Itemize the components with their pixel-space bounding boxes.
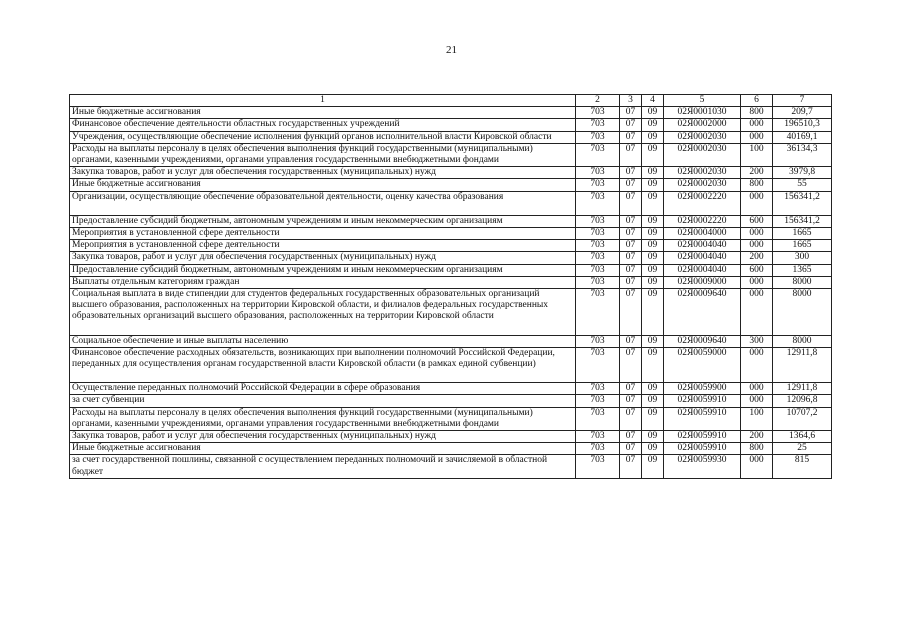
row-name-cell: Социальная выплата в виде стипендии для студентов федеральных государственных образовательных организаций высшего образования, расположенных на территории Кировской области, и филиалов федеральных государственных образовательных организаций высшего образования, расположенных на территории Кировской области [70,289,576,336]
row-name-cell: Финансовое обеспечение деятельности областных государственных учреждений [70,119,576,131]
header-cell: 2 [576,95,620,107]
subsection-cell: 07 [620,252,642,264]
subsection-code-cell: 09 [642,347,664,382]
expense-type-cell: 000 [741,455,773,478]
target-article-cell: 02Я0002030 [664,143,741,166]
subsection-cell: 07 [620,191,642,215]
table-row [70,167,832,179]
header-cell: 6 [741,95,773,107]
amount-cell: 1365 [773,264,832,276]
amount-cell: 1364,6 [773,431,832,443]
row-name-cell: Мероприятия в установленной сфере деятельности [70,240,576,252]
target-article-cell: 02Я0002030 [664,179,741,191]
section-cell: 703 [576,395,620,407]
amount-cell: 1665 [773,240,832,252]
amount-cell: 3979,8 [773,167,832,179]
expense-type-cell: 100 [741,143,773,166]
header-cell: 7 [773,95,832,107]
expense-type-cell: 000 [741,276,773,288]
subsection-cell: 07 [620,335,642,347]
subsection-code-cell: 09 [642,264,664,276]
table-row [70,455,832,478]
subsection-cell: 07 [620,383,642,395]
target-article-cell: 02Я0002000 [664,119,741,131]
section-cell: 703 [576,276,620,288]
target-article-cell: 02Я0009640 [664,289,741,336]
subsection-code-cell: 09 [642,131,664,143]
row-name-cell: Расходы на выплаты персоналу в целях обеспечения выполнения функций государственными (муниципальными) органами, казенными учреждениями, органами управления государственными внебюджетными фондами [70,143,576,166]
section-cell: 703 [576,215,620,227]
expense-type-cell: 000 [741,131,773,143]
table-row [70,443,832,455]
expense-type-cell: 000 [741,347,773,382]
row-name-cell: Предоставление субсидий бюджетным, автономным учреждениям и иным некоммерческим организациям [70,215,576,227]
subsection-code-cell: 09 [642,335,664,347]
amount-cell: 156341,2 [773,191,832,215]
target-article-cell: 02Я0059930 [664,455,741,478]
section-cell: 703 [576,431,620,443]
section-cell: 703 [576,240,620,252]
header-cell: 1 [70,95,576,107]
row-name-cell: Учреждения, осуществляющие обеспечение исполнения функций органов исполнительной власти Кировской области [70,131,576,143]
subsection-cell: 07 [620,407,642,430]
section-cell: 703 [576,347,620,382]
subsection-cell: 07 [620,143,642,166]
amount-cell: 25 [773,443,832,455]
amount-cell: 12911,8 [773,347,832,382]
section-cell: 703 [576,228,620,240]
subsection-cell: 07 [620,119,642,131]
subsection-cell: 07 [620,289,642,336]
section-cell: 703 [576,119,620,131]
row-name-cell: Выплаты отдельным категориям граждан [70,276,576,288]
target-article-cell: 02Я0059900 [664,383,741,395]
header-row [70,95,832,107]
amount-cell: 209,7 [773,107,832,119]
table-row [70,143,832,166]
target-article-cell: 02Я0059910 [664,443,741,455]
subsection-code-cell: 09 [642,143,664,166]
row-name-cell: Предоставление субсидий бюджетным, автономным учреждениям и иным некоммерческим организациям [70,264,576,276]
expense-type-cell: 100 [741,407,773,430]
target-article-cell: 02Я0002220 [664,191,741,215]
amount-cell: 55 [773,179,832,191]
row-name-cell: Иные бюджетные ассигнования [70,107,576,119]
page-number: 21 [446,44,457,56]
section-cell: 703 [576,289,620,336]
target-article-cell: 02Я0004040 [664,264,741,276]
amount-cell: 36134,3 [773,143,832,166]
amount-cell: 815 [773,455,832,478]
row-name-cell: Иные бюджетные ассигнования [70,179,576,191]
expense-type-cell: 800 [741,107,773,119]
target-article-cell: 02Я0002030 [664,131,741,143]
table-row [70,264,832,276]
subsection-code-cell: 09 [642,228,664,240]
subsection-cell: 07 [620,107,642,119]
section-cell: 703 [576,167,620,179]
section-cell: 703 [576,443,620,455]
amount-cell: 8000 [773,335,832,347]
table-row [70,252,832,264]
table-row [70,240,832,252]
amount-cell: 10707,2 [773,407,832,430]
section-cell: 703 [576,191,620,215]
amount-cell: 40169,1 [773,131,832,143]
row-name-cell: Закупка товаров, работ и услуг для обеспечения государственных (муниципальных) нужд [70,252,576,264]
row-name-cell: Социальное обеспечение и иные выплаты населению [70,335,576,347]
amount-cell: 12911,8 [773,383,832,395]
target-article-cell: 02Я0059910 [664,395,741,407]
amount-cell: 8000 [773,276,832,288]
subsection-cell: 07 [620,179,642,191]
subsection-cell: 07 [620,443,642,455]
expense-type-cell: 600 [741,215,773,227]
row-name-cell: Расходы на выплаты персоналу в целях обеспечения выполнения функций государственными (муниципальными) органами, казенными учреждениями, органами управления государственными внебюджетными фондами [70,407,576,430]
amount-cell: 12096,8 [773,395,832,407]
table-row [70,228,832,240]
amount-cell: 1665 [773,228,832,240]
table-row [70,119,832,131]
section-cell: 703 [576,252,620,264]
target-article-cell: 02Я0004040 [664,252,741,264]
table-body [70,107,832,479]
row-name-cell: Закупка товаров, работ и услуг для обеспечения государственных (муниципальных) нужд [70,431,576,443]
expense-type-cell: 200 [741,252,773,264]
table-row [70,191,832,215]
expense-type-cell: 000 [741,191,773,215]
expense-type-cell: 000 [741,228,773,240]
expense-type-cell: 200 [741,167,773,179]
expense-type-cell: 000 [741,395,773,407]
amount-cell: 8000 [773,289,832,336]
expense-type-cell: 800 [741,179,773,191]
table-row [70,395,832,407]
subsection-cell: 07 [620,431,642,443]
table-row [70,289,832,336]
row-name-cell: Закупка товаров, работ и услуг для обеспечения государственных (муниципальных) нужд [70,167,576,179]
subsection-code-cell: 09 [642,395,664,407]
subsection-cell: 07 [620,131,642,143]
section-cell: 703 [576,407,620,430]
subsection-cell: 07 [620,167,642,179]
header-cell: 5 [664,95,741,107]
row-name-cell: за счет субвенции [70,395,576,407]
target-article-cell: 02Я0002030 [664,167,741,179]
table-row [70,215,832,227]
subsection-cell: 07 [620,455,642,478]
header-cell: 4 [642,95,664,107]
section-cell: 703 [576,335,620,347]
expense-type-cell: 000 [741,119,773,131]
amount-cell: 156341,2 [773,215,832,227]
subsection-cell: 07 [620,395,642,407]
subsection-code-cell: 09 [642,119,664,131]
table-row [70,407,832,430]
expense-type-cell: 000 [741,383,773,395]
section-cell: 703 [576,143,620,166]
target-article-cell: 02Я0009640 [664,335,741,347]
section-cell: 703 [576,264,620,276]
section-cell: 703 [576,455,620,478]
subsection-cell: 07 [620,240,642,252]
amount-cell: 300 [773,252,832,264]
table-row [70,335,832,347]
subsection-cell: 07 [620,276,642,288]
subsection-code-cell: 09 [642,407,664,430]
table-row [70,276,832,288]
expense-type-cell: 300 [741,335,773,347]
table-row [70,179,832,191]
header-cell: 3 [620,95,642,107]
section-cell: 703 [576,107,620,119]
target-article-cell: 02Я0004040 [664,240,741,252]
expense-type-cell: 000 [741,289,773,336]
subsection-code-cell: 09 [642,276,664,288]
subsection-code-cell: 09 [642,179,664,191]
row-name-cell: Мероприятия в установленной сфере деятельности [70,228,576,240]
expense-type-cell: 600 [741,264,773,276]
section-cell: 703 [576,383,620,395]
subsection-code-cell: 09 [642,252,664,264]
target-article-cell: 02Я0059000 [664,347,741,382]
table-row [70,383,832,395]
subsection-code-cell: 09 [642,431,664,443]
amount-cell: 196510,3 [773,119,832,131]
target-article-cell: 02Я0004000 [664,228,741,240]
target-article-cell: 02Я0001030 [664,107,741,119]
row-name-cell: Организации, осуществляющие обеспечение образовательной деятельности, оценку качества образования [70,191,576,215]
subsection-code-cell: 09 [642,240,664,252]
target-article-cell: 02Я0009000 [664,276,741,288]
row-name-cell: Иные бюджетные ассигнования [70,443,576,455]
subsection-code-cell: 09 [642,191,664,215]
subsection-code-cell: 09 [642,443,664,455]
subsection-cell: 07 [620,264,642,276]
row-name-cell: за счет государственной пошлины, связанной с осуществлением переданных полномочий и зачисляемой в областной бюджет [70,455,576,478]
subsection-code-cell: 09 [642,215,664,227]
subsection-cell: 07 [620,347,642,382]
expense-type-cell: 000 [741,240,773,252]
target-article-cell: 02Я0002220 [664,215,741,227]
budget-table [69,94,832,479]
subsection-code-cell: 09 [642,107,664,119]
subsection-code-cell: 09 [642,167,664,179]
section-cell: 703 [576,179,620,191]
subsection-code-cell: 09 [642,455,664,478]
subsection-cell: 07 [620,215,642,227]
target-article-cell: 02Я0059910 [664,407,741,430]
expense-type-cell: 200 [741,431,773,443]
subsection-cell: 07 [620,228,642,240]
expense-type-cell: 800 [741,443,773,455]
target-article-cell: 02Я0059910 [664,431,741,443]
row-name-cell: Осуществление переданных полномочий Российской Федерации в сфере образования [70,383,576,395]
table-row [70,131,832,143]
table-row [70,347,832,382]
row-name-cell: Финансовое обеспечение расходных обязательств, возникающих при выполнении полномочий Российской Федерации, переданных для осуществления органам государственной власти Кировской области (в рамках единой субвенции) [70,347,576,382]
subsection-code-cell: 09 [642,289,664,336]
subsection-code-cell: 09 [642,383,664,395]
table-row [70,431,832,443]
section-cell: 703 [576,131,620,143]
table-row [70,107,832,119]
